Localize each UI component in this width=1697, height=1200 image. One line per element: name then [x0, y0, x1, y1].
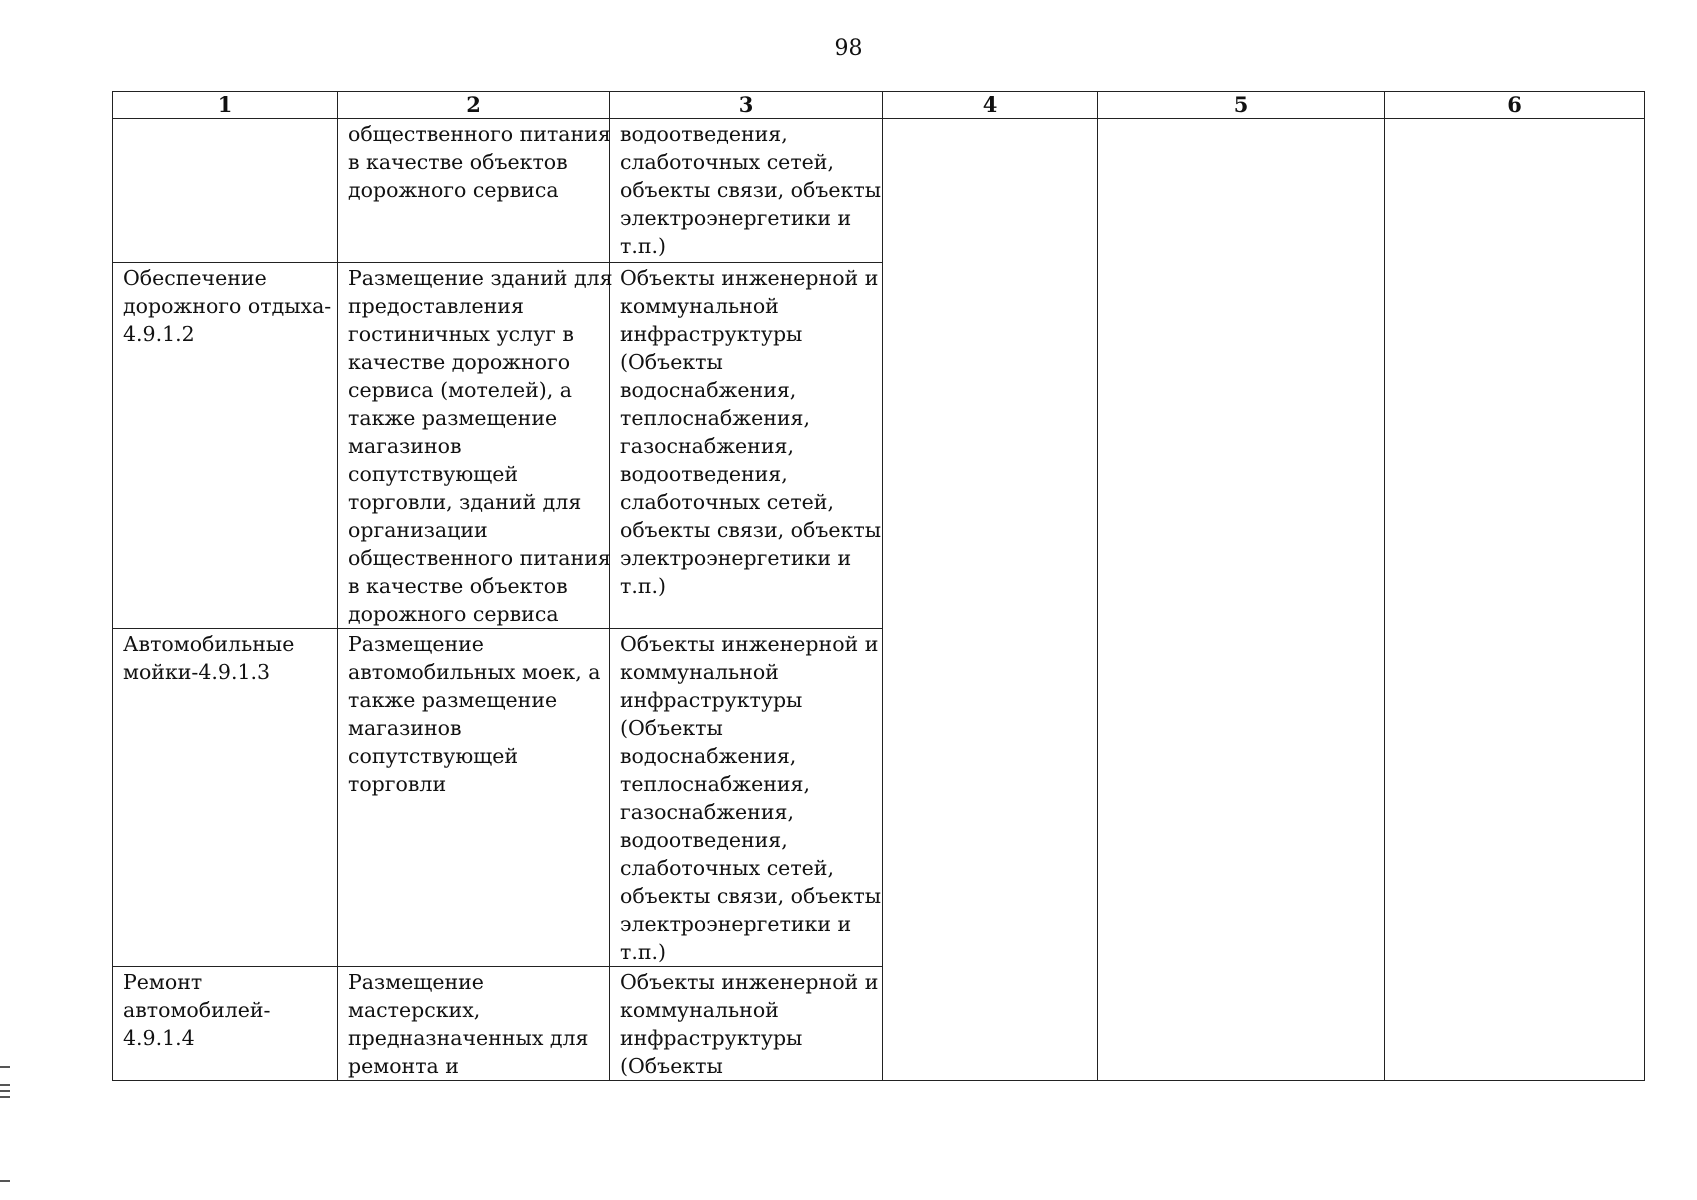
cell-text-line: Размещение — [348, 632, 484, 656]
cell-text-line: инфраструктуры — [620, 322, 803, 346]
cell-text-line: дорожного сервиса — [348, 178, 559, 202]
table-row — [113, 119, 1645, 263]
cell-text-line: дорожного отдыха- — [123, 294, 332, 318]
cell-text-line: объекты связи, объекты — [620, 518, 882, 542]
permitted-use-table — [112, 91, 1645, 1081]
cell-text-line: водоснабжения, — [620, 744, 797, 768]
page-number: 98 — [834, 36, 863, 61]
cell-text-line: водоотведения, — [620, 122, 788, 146]
auxiliary-use-cell — [610, 967, 883, 1081]
cell-text-line: (Объекты — [620, 350, 723, 374]
table-header-row — [113, 92, 1645, 119]
cell-text-line: инфраструктуры — [620, 688, 803, 712]
column-header-6: 6 — [1385, 92, 1645, 119]
cell-text-line: (Объекты — [620, 716, 723, 740]
cell-text-line: Объекты инженерной и — [620, 970, 879, 994]
cell-text-line: мастерских, — [348, 998, 481, 1022]
cell-text-line: также размещение — [348, 406, 558, 430]
scan-artifact — [0, 1084, 10, 1086]
cell-text-line: Размещение зданий для — [348, 266, 613, 290]
cell-text-line: предназначенных для — [348, 1026, 589, 1050]
cell-text-line: ремонта и — [348, 1054, 459, 1078]
column-4-cell — [883, 119, 1098, 1081]
scan-artifact — [0, 1096, 10, 1098]
auxiliary-use-cell — [610, 629, 883, 967]
cell-text-line: автомобилей- — [123, 998, 271, 1022]
cell-text-line: Обеспечение — [123, 266, 267, 290]
cell-text-line: Объекты инженерной и — [620, 632, 879, 656]
cell-text-line: общественного питания — [348, 546, 611, 570]
cell-text-line: газоснабжения, — [620, 800, 794, 824]
cell-text-line: 4.9.1.4 — [123, 1026, 195, 1050]
cell-text-line: электроэнергетики и — [620, 206, 852, 230]
cell-text-line: теплоснабжения, — [620, 772, 810, 796]
column-5-cell — [1098, 119, 1385, 1081]
cell-text-line: сопутствующей — [348, 744, 519, 768]
cell-text-line: электроэнергетики и — [620, 912, 852, 936]
column-header-5: 5 — [1098, 92, 1385, 119]
cell-text-line: (Объекты — [620, 1054, 723, 1078]
column-6-cell — [1385, 119, 1645, 1081]
cell-text-line: автомобильных моек, а — [348, 660, 601, 684]
cell-text-line: электроэнергетики и — [620, 546, 852, 570]
cell-text-line: инфраструктуры — [620, 1026, 803, 1050]
cell-text-line: слаботочных сетей, — [620, 150, 834, 174]
cell-text-line: Размещение — [348, 970, 484, 994]
column-header-1: 1 — [113, 92, 338, 119]
auxiliary-use-cell — [610, 119, 883, 263]
cell-text-line: т.п.) — [620, 574, 667, 598]
cell-text-line: предоставления — [348, 294, 524, 318]
use-name-cell — [113, 119, 338, 263]
cell-text-line: в качестве объектов — [348, 574, 568, 598]
scan-artifact — [0, 1090, 10, 1092]
scan-artifact — [0, 1066, 10, 1068]
use-description-cell — [338, 119, 610, 263]
cell-text-line: качестве дорожного — [348, 350, 571, 374]
cell-text-line: дорожного сервиса — [348, 602, 559, 626]
cell-text-line: водоотведения, — [620, 462, 788, 486]
cell-text-line: торговли, зданий для — [348, 490, 582, 514]
cell-text-line: общественного питания — [348, 122, 611, 146]
cell-text-line: в качестве объектов — [348, 150, 568, 174]
cell-text-line: водоснабжения, — [620, 378, 797, 402]
cell-text-line: магазинов — [348, 434, 462, 458]
cell-text-line: мойки-4.9.1.3 — [123, 660, 271, 684]
cell-text-line: объекты связи, объекты — [620, 178, 882, 202]
use-description-cell — [338, 263, 613, 629]
cell-text-line: магазинов — [348, 716, 462, 740]
cell-text-line: Автомобильные — [123, 632, 295, 656]
cell-text-line: 4.9.1.2 — [123, 322, 195, 346]
auxiliary-use-cell — [610, 263, 883, 629]
cell-text-line: Ремонт — [123, 970, 203, 994]
cell-text-line: торговли — [348, 772, 447, 796]
cell-text-line: сервиса (мотелей), а — [348, 378, 572, 402]
column-header-4: 4 — [883, 92, 1098, 119]
cell-text-line: организации — [348, 518, 488, 542]
use-description-cell — [338, 967, 610, 1081]
cell-text-line: т.п.) — [620, 234, 667, 258]
use-name-cell — [113, 263, 338, 629]
cell-text-line: также размещение — [348, 688, 558, 712]
cell-text-line: т.п.) — [620, 940, 667, 964]
cell-text-line: теплоснабжения, — [620, 406, 810, 430]
cell-text-line: водоотведения, — [620, 828, 788, 852]
use-name-cell — [113, 629, 338, 967]
cell-text-line: объекты связи, объекты — [620, 884, 882, 908]
use-name-cell — [113, 967, 338, 1081]
cell-text-line: сопутствующей — [348, 462, 519, 486]
cell-text-line: Объекты инженерной и — [620, 266, 879, 290]
column-header-3: 3 — [610, 92, 883, 119]
scan-artifact — [0, 1180, 10, 1182]
cell-text-line: слаботочных сетей, — [620, 490, 834, 514]
cell-text-line: коммунальной — [620, 294, 779, 318]
cell-text-line: газоснабжения, — [620, 434, 794, 458]
cell-text-line: коммунальной — [620, 998, 779, 1022]
cell-text-line: коммунальной — [620, 660, 779, 684]
cell-text-line: гостиничных услуг в — [348, 322, 574, 346]
column-header-2: 2 — [338, 92, 610, 119]
use-description-cell — [338, 629, 610, 967]
cell-text-line: слаботочных сетей, — [620, 856, 834, 880]
